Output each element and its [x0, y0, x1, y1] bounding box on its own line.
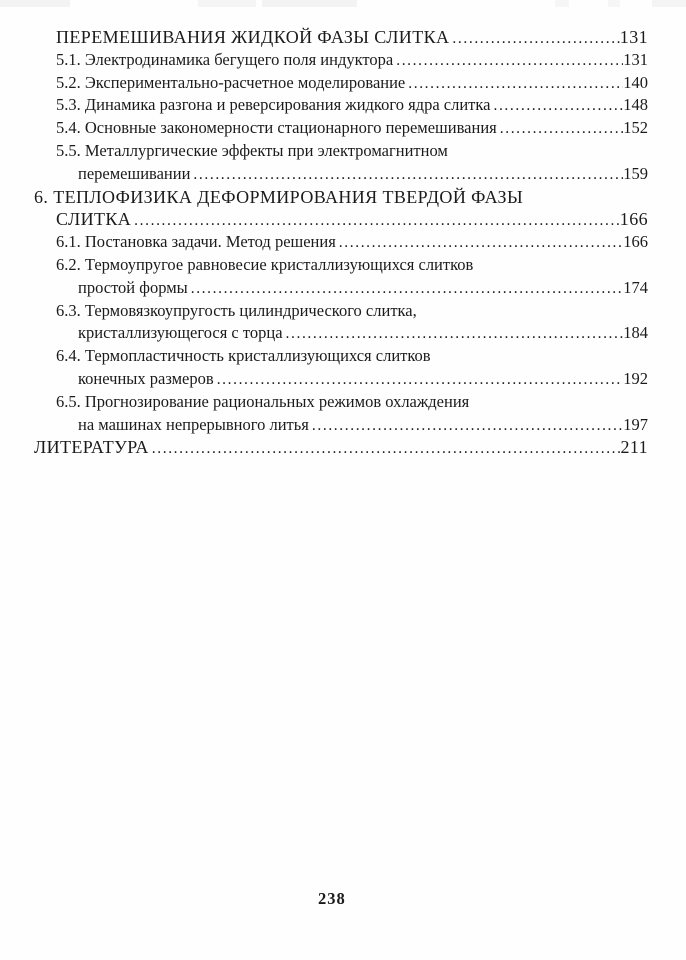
toc-entry	[34, 50, 648, 73]
toc-leader-dots	[217, 369, 624, 389]
scan-artifact	[555, 0, 569, 7]
toc-entry-page-number: 131	[619, 27, 648, 47]
toc-leader-dots	[286, 323, 624, 343]
toc-entry-label: ЛИТЕРАТУРА	[34, 437, 149, 458]
toc-entry	[34, 369, 648, 392]
toc-leader-dots	[408, 73, 623, 93]
scan-artifact	[608, 0, 620, 7]
toc-leader-dots	[396, 50, 623, 70]
toc-leader-dots	[312, 415, 623, 435]
toc-entry	[34, 278, 648, 301]
toc-entry-page-number: 148	[623, 95, 648, 115]
toc-leader-dots	[493, 95, 623, 115]
toc-entry-page-number: 184	[623, 323, 648, 343]
toc-entry-page-number: 197	[623, 414, 648, 434]
toc-entry	[34, 301, 648, 324]
toc-list	[34, 27, 648, 460]
toc-entry-label: 6.2. Термоупругое равновесие кристаллизующихся слитков	[56, 254, 474, 274]
toc-entry-label: ПЕРЕМЕШИВАНИЯ ЖИДКОЙ ФАЗЫ СЛИТКА	[56, 27, 450, 47]
toc-entry-page-number: 159	[623, 163, 648, 183]
toc-entry-page-number: 192	[623, 368, 648, 388]
toc-entry	[34, 255, 648, 278]
scan-artifact	[652, 0, 686, 7]
toc-entry-label: СЛИТКА	[56, 209, 132, 230]
toc-entry	[34, 187, 648, 210]
toc-entry	[34, 73, 648, 96]
toc-entry	[34, 392, 648, 415]
toc-entry	[34, 415, 648, 438]
toc-entry-label: 6.5. Прогнозирование рациональных режимов охлаждения	[56, 391, 470, 411]
toc-leader-dots	[339, 232, 623, 252]
toc-entry	[34, 323, 648, 346]
toc-entry-label: на машинах непрерывного литья	[78, 414, 309, 434]
toc-entry	[34, 95, 648, 118]
toc-entry	[34, 437, 648, 460]
toc-leader-dots	[152, 437, 621, 458]
toc-entry	[34, 141, 648, 164]
toc-entry	[34, 209, 648, 232]
toc-entry-page-number: 166	[623, 232, 648, 252]
toc-entry	[34, 164, 648, 187]
toc-entry-label: 5.5. Металлургические эффекты при электромагнитном	[56, 140, 448, 160]
toc-entry-label: 5.2. Экспериментально-расчетное моделирование	[56, 72, 406, 92]
toc-leader-dots	[193, 164, 623, 184]
toc-entry-label: 6.4. Термопластичность кристаллизующихся слитков	[56, 346, 431, 366]
toc-entry	[34, 118, 648, 141]
toc-entry	[34, 27, 648, 50]
toc-leader-dots	[191, 278, 624, 298]
toc-entry-label: 5.4. Основные закономерности стационарного перемешивания	[56, 118, 497, 138]
toc-leader-dots	[134, 209, 620, 230]
toc-leader-dots	[500, 118, 624, 138]
scan-artifact	[198, 0, 256, 7]
toc-entry-label: 5.1. Электродинамика бегущего поля индуктора	[56, 49, 394, 69]
toc-entry-label: конечных размеров	[78, 368, 214, 388]
toc-entry-page-number: 152	[623, 118, 648, 138]
toc-entry-page-number: 131	[623, 49, 648, 69]
toc-entry-page-number: 211	[620, 437, 648, 458]
toc-entry-label: простой формы	[78, 277, 188, 297]
toc-leader-dots	[452, 27, 619, 48]
toc-entry-page-number: 174	[623, 277, 648, 297]
toc-entry-label: 6. ТЕПЛОФИЗИКА ДЕФОРМИРОВАНИЯ ТВЕРДОЙ ФАЗЫ	[34, 186, 524, 207]
toc-entry	[34, 232, 648, 255]
toc-entry-page-number: 166	[619, 209, 648, 230]
scan-artifact	[0, 0, 70, 7]
toc-entry	[34, 346, 648, 369]
page-number: 238	[318, 889, 346, 908]
toc-entry-label: перемешивании	[78, 163, 191, 183]
toc-entry-label: 5.3. Динамика разгона и реверсирования жидкого ядра слитка	[56, 95, 491, 115]
toc-entry-label: кристаллизующегося с торца	[78, 323, 283, 343]
toc-entry-label: 6.1. Постановка задачи. Метод решения	[56, 232, 336, 252]
toc-entry-label: 6.3. Термовязкоупругость цилиндрического слитка,	[56, 300, 417, 320]
scan-artifact	[262, 0, 357, 7]
toc-entry-page-number: 140	[623, 72, 648, 92]
